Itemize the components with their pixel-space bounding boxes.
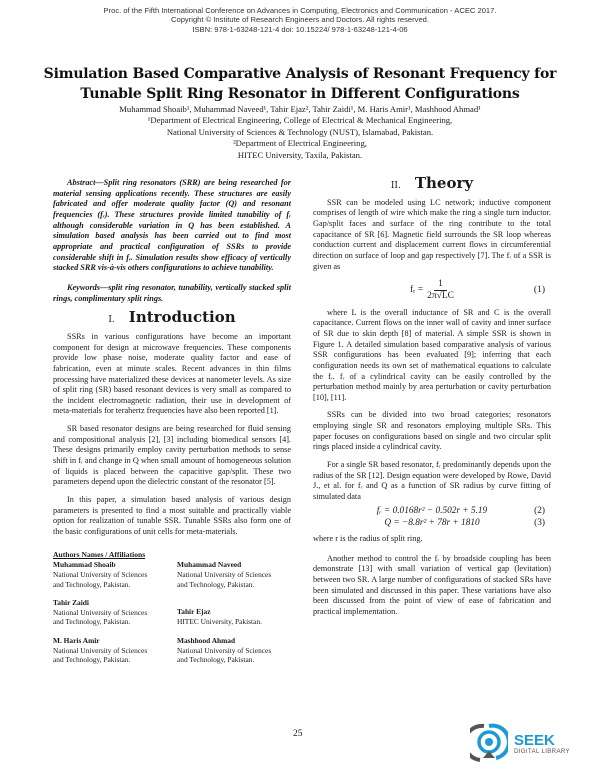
intro-paragraph: In this paper, a simulation based analysis of various design parameters is presented to find a most suitable and practically viable option for realization of tunable SSR. Tunable SSRs also form one of the basic configurations of unit cells for meta-materials. [53, 495, 291, 537]
denominator: 2π√LC [427, 290, 454, 301]
affiliations-list [53, 560, 291, 664]
equation-text: Q = −8.8r² + 78r + 1810 [384, 518, 480, 529]
affiliation-entry: Tahir Ejaz HITEC University, Pakistan. [177, 607, 262, 626]
equation-lhs: fᵣ = [410, 285, 424, 296]
keywords: Keywords—split ring resonator, tunability, vertically stacked split rings, complimentary split rings. [53, 282, 291, 303]
section-number: II. [390, 181, 401, 191]
author-block [0, 104, 600, 161]
theory-paragraph: For a single SR based resonator, fᵣ predominantly depends upon the radius of the SR [12]. Design equation were developed by Rowe, David J., et al. for fᵣ and Q as a function of SR radius by curve fitting of simulated data [313, 460, 551, 502]
equation-3 [313, 518, 551, 529]
left-column [53, 178, 291, 665]
intro-paragraph: SR based resonator designs are being researched for fluid sensing and compositional analysis [2], [3] including biomedical sensors [4]. These designs primarily employ cavity perturbation methods to sense shift in fᵣ and change in Q when small amount of homogeneous solution of liquids is placed between the capacitive gap/split. These two parameters depend upon the dielectric constant of the resonator [5]. [53, 424, 291, 487]
theory-paragraph: SSRs can be divided into two broad categories; resonators employing single SR and resonators employing multiple SRs. This paper focuses on configurations based on single and two circular split rings placed inside a cylindrical cavity. [313, 410, 551, 452]
affiliation-entry: Tahir Zaidi National University of Sciences and Technology, Pakistan. [53, 598, 148, 627]
theory-paragraph: where r is the radius of split ring. [313, 534, 423, 544]
intro-paragraph: SSRs in various configurations have become an important component for design at microwave frequencies. These components provide low phase noise, moderate quality factor and ease of fabrication, even at minute scales. Recent advances in thin films processing have materialized these devices at nanometer levels. As size of split ring (SR) based resonant devices is very small as compared to the incident electromagnetic radiation, their use in development of meta-materials for terahertz frequencies have also been reported [1]. [53, 331, 291, 416]
page-number: 25 [293, 729, 303, 739]
section-number: I. [108, 315, 115, 326]
right-column [313, 174, 551, 625]
affiliation-entry: Muhammad Shoaib National University of Sciences and Technology, Pakistan. [53, 560, 148, 589]
header-line-2: Copyright © Institute of Research Engineers and Doctors. All rights reserved. [171, 15, 429, 25]
header-line-3: ISBN: 978-1-63248-121-4 doi: 10.15224/ 978-1-63248-121-4-06 [192, 24, 408, 34]
equation-text: fᵣ = 0.0168r² − 0.502r + 5.19 [376, 505, 488, 516]
equation-1 [313, 279, 551, 301]
equation-fraction [427, 279, 454, 301]
section-heading-theory [313, 174, 551, 192]
logo-subtitle: DIGITAL LIBRARY [514, 747, 570, 755]
conference-header [0, 6, 600, 34]
author-names: Muhammad Shoaib¹, Muhammad Naveed¹, Tahir Ejaz², Tahir Zaidi¹, M. Haris Amir¹, Mashhood Ahmad¹ [119, 104, 481, 114]
affiliation-1-line-1: ¹Department of Electrical Engineering, College of Electrical & Mechanical Engineering, [147, 115, 453, 126]
section-title: Theory [414, 174, 474, 192]
affiliation-1-line-2: National University of Sciences & Technology (NUST), Islamabad, Pakistan. [166, 126, 434, 137]
theory-paragraph: Another method to control the fᵣ by broadside coupling has been demonstrate [13] with small variation of vertical gap (levitation) between two SR. A large number of configurations of stacked SRs have been simulated and discussed in this paper. These variations have also been discussed from the point of view of ease of fabrication and practical implementation. [313, 553, 551, 616]
header-line-1: Proc. of the Fifth International Conference on Advances in Computing, Electronics and Communication - ACEC 2017. [103, 6, 497, 15]
equation-number: (1) [533, 285, 545, 296]
logo-title: SEEK [514, 731, 555, 749]
numerator: 1 [434, 279, 447, 291]
equation-2 [313, 506, 551, 517]
section-heading-introduction [53, 308, 291, 327]
affiliations-heading: Authors Names / Affiliations [53, 549, 146, 559]
affiliation-2-line-2: HITEC University, Taxila, Pakistan. [237, 149, 363, 160]
seek-logo-icon [470, 722, 508, 766]
seek-digital-library-logo [470, 722, 570, 766]
abstract: Abstract—Split ring resonators (SRR) are being researched for material sensing applications recently. These structures are easily fabricated and offer moderate quality factor (Q) and resonant frequencies (fᵣ). These structures provide limited tunability of fᵣ although considerable variation in Q has been established. A simulation based analysis has been carried out to find most appropriate and practical configuration of SSRs to provide considerable shift in fᵣ. Simulation results show efficacy of vertically stacked SRR vis-à-vis others configurations to achieve tunability. [53, 178, 291, 273]
title-line-2: Tunable Split Ring Resonator in Different Configurations [80, 86, 520, 102]
affiliation-entry: M. Haris Amir National University of Sciences and Technology, Pakistan. [53, 635, 148, 665]
affiliation-entry: Muhammad Naveed National University of Sciences and Technology, Pakistan. [177, 560, 272, 589]
section-title: Introduction [128, 308, 236, 327]
affiliation-entry: Mashhood Ahmad National University of Sciences and Technology, Pakistan. [177, 635, 272, 665]
title-line-1: Simulation Based Comparative Analysis of Resonant Frequency for [43, 66, 557, 82]
theory-paragraph: SSR can be modeled using LC network; inductive component comprises of length of wire which make the ring a single turn inductor. Gap/split faces and surface of the ring contribute to the total capacitance of SR [6]. Magnetic field surrounds the SR loop whereas conduction current and displacement current flows in circumferential direction on surface of loop and gap respectively [7]. The fᵣ of a SSR is given as [313, 197, 551, 271]
paper-title [20, 64, 580, 104]
affiliation-2-line-1: ²Department of Electrical Engineering, [233, 138, 367, 149]
equation-number: (2) [534, 505, 545, 516]
theory-paragraph: where L is the overall inductance of SR and C is the overall capacitance. Current flows on the inner wall of cavity and inner surface of SR due to skin depth [8] of material. A simple SSR is shown in Figure 1. A detailed simulation based comparative analysis of various SSR configurations has been evaluated [9]; inferring that each configuration needs its own set of mathematical equations to calculate the fᵣ. fᵣ of a cylindrical cavity can be easily controlled by the perturbation method mainly by area perturbation or cavity perturbation [10], [11]. [313, 307, 551, 402]
equation-number: (3) [534, 518, 545, 529]
